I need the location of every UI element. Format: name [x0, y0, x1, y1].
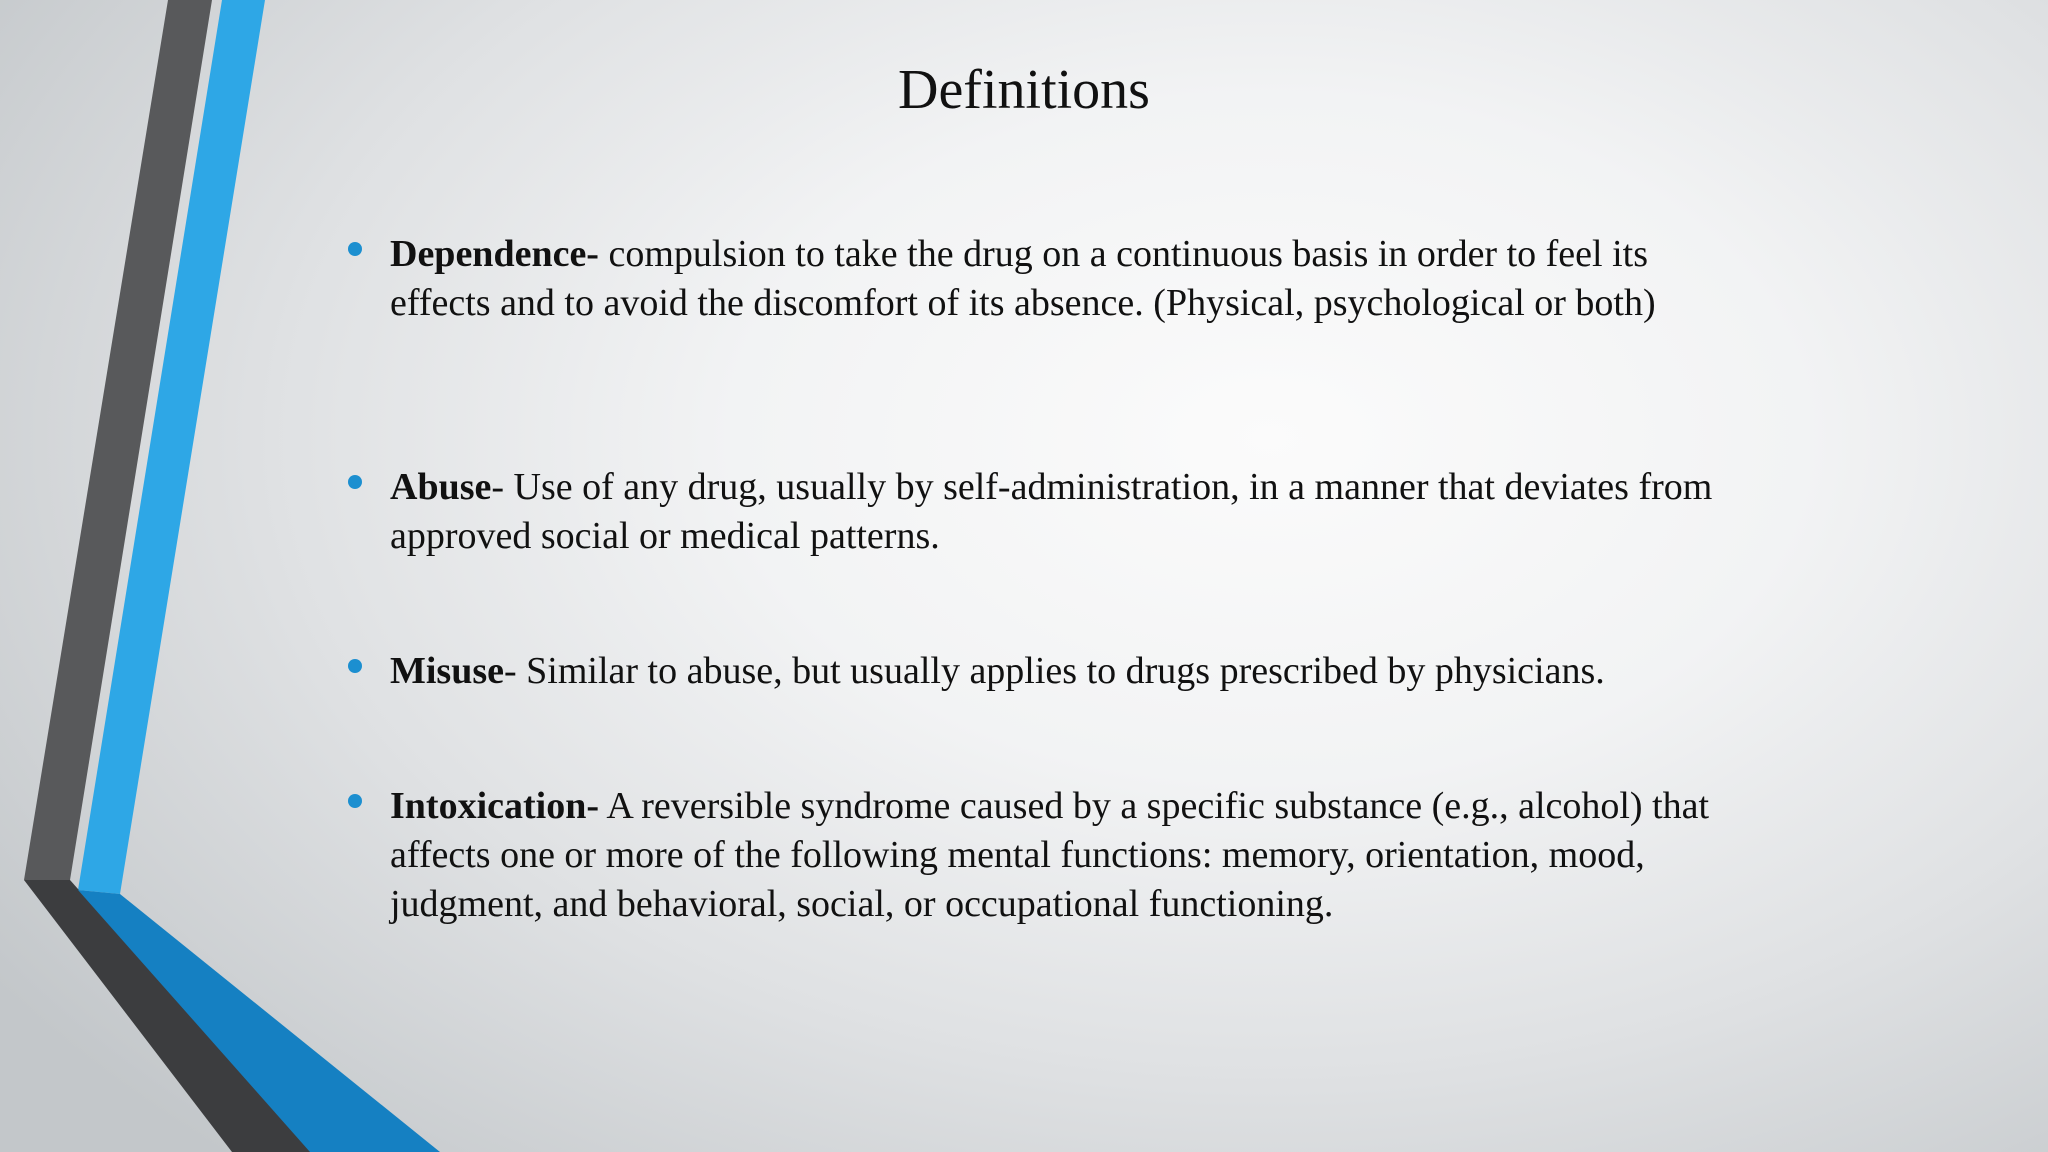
definition-term: Intoxication- — [390, 785, 599, 827]
bullet-dot-icon — [348, 242, 362, 256]
definition-term: Dependence- — [390, 233, 599, 275]
definition-text — [390, 230, 1730, 328]
definition-text — [390, 647, 1730, 696]
bullet-dot-icon — [348, 659, 362, 673]
definition-body: compulsion to take the drug on a continuous basis in order to feel its effects and to avoid the discomfort of its absence. (Physical, psychological or both) — [390, 233, 1656, 324]
slide-title: Definitions — [898, 59, 1150, 121]
definition-text — [390, 782, 1730, 929]
definition-body: - Similar to abuse, but usually applies to drugs prescribed by physicians. — [504, 650, 1605, 692]
definition-term: Misuse — [390, 650, 504, 692]
definition-body: A reversible syndrome caused by a specific substance (e.g., alcohol) that affects one or more of the following mental functions: memory, orientation, mood, judgment, and behavioral, social, or occupational functioning. — [390, 785, 1710, 925]
definition-term: Abuse — [390, 466, 492, 508]
bullet-dot-icon — [348, 794, 362, 808]
definition-item-dependence — [350, 230, 1730, 328]
definition-body: - Use of any drug, usually by self-administration, in a manner that deviates from approved social or medical patterns. — [390, 466, 1713, 557]
definition-text — [390, 463, 1730, 561]
bullet-dot-icon — [348, 475, 362, 489]
definition-item-abuse — [350, 463, 1730, 561]
definition-item-intoxication — [350, 782, 1730, 929]
definition-item-misuse — [350, 647, 1730, 696]
